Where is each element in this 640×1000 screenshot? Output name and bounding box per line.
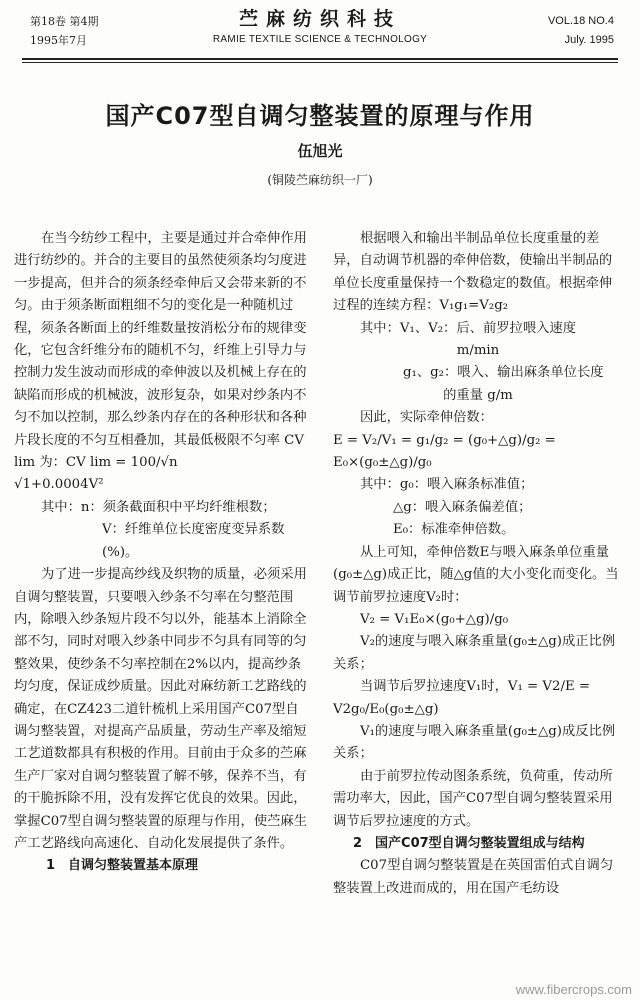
formula-continuation: √1+0.0004V² (14, 477, 104, 493)
definition-e0: E₀：标准牵伸倍数。 (393, 522, 515, 538)
header-rule-thin (22, 62, 618, 63)
article-affiliation: (铜陵苎麻纺织一厂) (267, 173, 373, 187)
date-cn: 1995年7月 (30, 34, 87, 47)
equation-v1-tail: V2g₀/E₀(g₀±△g) (333, 701, 439, 717)
paragraph-purpose: 为了进一步提高纱线及织物的质量，必须采用自调匀整装置，只要喂入纱条不匀率在匀整范围内，除喂入纱条短片段不匀以外，能基本上消除全部不匀，同时对喂入纱条中同步不匀具有同等的匀整效果，使纱条不匀率控制在2%以内，提高纱条均匀度，保证成纱质量。因此对麻纺新工艺路线的确定，在CZ423二道针梳机上采用国产C07型自调匀整装置，对提高产品质量，劳动生产率及缩短工艺道数都具有积极的作用。目前由于众多的苎麻生产厂家对自调匀整装置了解不够，保养不当，有的干脆拆除不用，没有发挥它优良的效果。因此，掌握C07型自调匀整装置的原理与作用，使苎麻生产工艺路线向高速化、自动化发展提供了条件。 (14, 567, 308, 851)
paragraph-intro: 在当今纺纱工程中，主要是通过并合牵伸作用进行纺纱的。并合的主要目的虽然使须条均匀度进一步提高，但并合的须条经牵伸后又会带来新的不匀。由于须条断面粗细不匀的变化是一种随机过程，须条各断面上的纤维数量按消松分布的规律变化，它包含纤维分布的随机不匀，纤维上引导力与控制力发生波动而形成的牵伸波以及机械上存在的缺陷而形成的机械波，波形复杂，如果对纱条内不匀不加以控制，那么纱条内存在的各种形状和各种片段长度的不匀互相叠加，其最低极限不匀率 CV lim 为：CV lim = 100/√n (14, 231, 307, 471)
paragraph-structure: C07型自调匀整装置是在英国雷伯式自调匀整装置上改进而成的，用在国产毛纺设 (333, 858, 614, 896)
watermark-site: www.fibercrops.com (515, 982, 632, 997)
paragraph-v1-relation: V₁的速度与喂入麻条重量(g₀±△g)成反比例关系； (333, 723, 616, 762)
definition-v: V：纤维单位长度密度变异系数(%)。 (102, 522, 285, 560)
journal-header (0, 0, 640, 58)
volume-en: VOL.18 NO.4 (547, 15, 614, 27)
equation-draft: E = V₂/V₁ = g₁/g₂ = (g₀+△g)/g₂ = E₀×(g₀±△g)/g₀ (333, 432, 556, 471)
article-title: 国产C07型自调匀整装置的原理与作用 (105, 102, 535, 130)
header-rule-thick (22, 58, 618, 60)
left-column (14, 228, 310, 878)
header-right (548, 12, 614, 50)
definition-n: 其中：n：须条截面积中平均纤维根数； (41, 499, 276, 515)
definition-g1-g2: g₁、g₂：喂入、输出麻条单位长度 (403, 365, 604, 381)
journal-name-en: RAMIE TEXTILE SCIENCE & TECHNOLOGY (212, 34, 428, 45)
paragraph-proportional: 从上可知，牵伸倍数E与喂入麻条单位重量(g₀±△g)成正比，随△g值的大小变化而变化。当调节前罗拉速度V₂时： (333, 544, 619, 605)
paragraph-v2-relation: V₂的速度与喂入麻条重量(g₀±△g)成正比例关系； (333, 634, 616, 672)
equation-v1-head: 当调节后罗拉速度V₁时，V₁ = V2/E = (360, 679, 591, 695)
watermark (516, 982, 632, 997)
definition-g0: 其中：g₀：喂入麻条标准值； (360, 477, 534, 493)
journal-name-cn: 苎麻纺织科技 (238, 8, 401, 30)
date-en: July. 1995 (564, 34, 614, 46)
right-column (333, 228, 623, 900)
section-heading-2: 2 国产C07型自调匀整装置组成与结构 (353, 835, 585, 851)
header-center (180, 6, 460, 48)
equation-v2: V₂ = V₁E₀×(g₀+△g)/g₀ (360, 611, 509, 627)
header-left (30, 12, 99, 50)
section-heading-1: 1 自调匀整装置基本原理 (46, 858, 199, 874)
definition-v1-v2: 其中：V₁、V₂：后、前罗拉喂入速度 (360, 320, 577, 336)
definition-delta-g: △g：喂入麻条偏差值； (393, 499, 532, 515)
draft-label: 因此，实际牵伸倍数： (360, 410, 493, 426)
volume-cn: 第18卷 第4期 (30, 15, 99, 28)
paragraph-principle: 根据喂入和输出半制品单位长度重量的差异，自动调节机器的牵伸倍数，使输出半制品的单位长度重量保持一个数稳定的数值。根据牵伸过程的连续方程：V₁g₁=V₂g₂ (333, 231, 613, 314)
unit-speed: m/min (456, 343, 500, 359)
unit-weight: 的重量 g/m (443, 387, 513, 403)
paragraph-rear-roller: 由于前罗拉传动图条系统，负荷重，传动所需功率大，因此，国产C07型自调匀整装置采用调节后罗拉速度的方式。 (333, 768, 613, 829)
article-author: 伍旭光 (297, 142, 343, 160)
